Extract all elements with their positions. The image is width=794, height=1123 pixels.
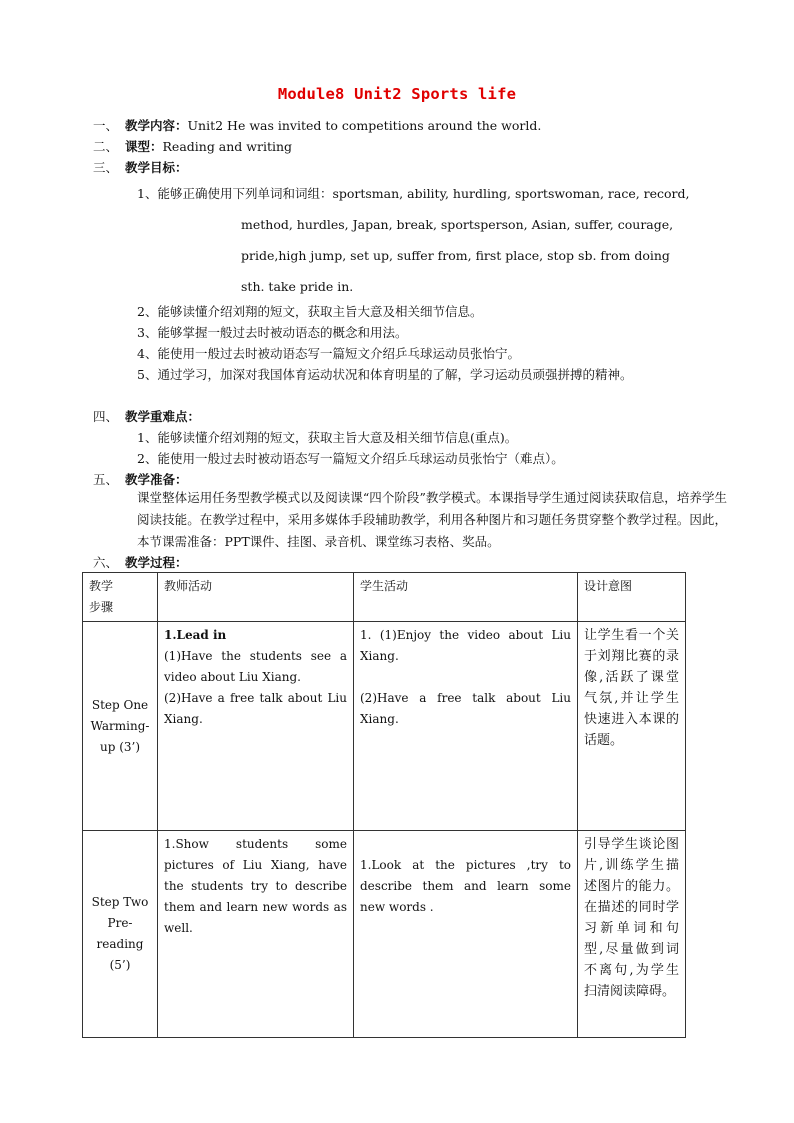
- section-5: [93, 472, 188, 488]
- step-one-student-cell: [354, 622, 578, 831]
- section-1-text: Unit2 He was invited to competitions around the world.: [187, 118, 542, 133]
- step-two-line-3: reading: [96, 937, 144, 951]
- step-one-teacher-title: 1.Lead in: [164, 628, 227, 642]
- table-row: [83, 831, 686, 1038]
- section-5-label: 教学准备：: [125, 472, 188, 487]
- key-point-1: 1、能够读懂介绍刘翔的短文，获取主旨大意及相关细节信息(重点)。: [137, 430, 518, 445]
- page-title: Module8 Unit2 Sports life: [277, 85, 517, 103]
- key-point-2: 2、能使用一般过去时被动语态写一篇短文介绍乒乓球运动员张怡宁（难点）。: [137, 451, 564, 466]
- teaching-process-table: [82, 572, 686, 1038]
- header-step: [83, 573, 158, 622]
- objective-5: 5、通过学习，加深对我国体育运动状况和体育明星的了解，学习运动员顽强拼搏的精神。: [137, 367, 633, 382]
- step-one-student-p2: (2)Have a free talk about Liu Xiang.: [360, 691, 571, 726]
- objective-2: 2、能够读懂介绍刘翔的短文，获取主旨大意及相关细节信息。: [137, 304, 483, 319]
- step-two-cell: [83, 831, 158, 1038]
- header-step-line-2: 步骤: [89, 600, 114, 614]
- section-2-label: 课型：: [125, 139, 163, 154]
- section-6-number: 六、: [93, 555, 119, 570]
- objective-3: 3、能够掌握一般过去时被动语态的概念和用法。: [137, 325, 408, 340]
- step-two-student-cell: [354, 831, 578, 1038]
- table-row: [83, 622, 686, 831]
- section-2-number: 二、: [93, 139, 119, 154]
- objective-1-line-4: sth. take pride in.: [241, 279, 354, 294]
- section-2: [93, 139, 292, 155]
- section-6: [93, 555, 188, 571]
- step-one-line-1: Step One: [91, 697, 149, 712]
- objective-1-line-2: method, hurdles, Japan, break, sportsperson, Asian, suffer, courage,: [241, 217, 674, 232]
- step-two-line-4: (5’): [109, 958, 131, 972]
- header-step-line-1: 教学: [89, 579, 114, 593]
- table-header-row: [83, 573, 686, 622]
- step-two-line-1: Step Two: [91, 895, 149, 909]
- step-two-teacher-cell: 1.Show students some pictures of Liu Xiang, have the students try to describe them and learn new words as well.: [158, 831, 354, 1038]
- header-student-activity: 学生活动: [354, 573, 578, 622]
- section-6-label: 教学过程：: [125, 555, 188, 570]
- step-one-line-3: up (3’): [99, 739, 141, 754]
- section-3: [93, 160, 188, 176]
- section-4-label: 教学重难点：: [125, 409, 201, 424]
- preparation-paragraph: 课堂整体运用任务型教学模式以及阅读课“四个阶段”教学模式。本课指导学生通过阅读获取信息，培养学生阅读技能。在教学过程中，采用多媒体手段辅助教学，利用各种图片和习题任务贯穿整个教学过程。因此，本节课需准备：PPT课件、挂图、录音机、课堂练习表格、奖品。: [137, 490, 727, 549]
- step-one-teacher-p1: (1)Have the students see a video about Liu Xiang.: [164, 649, 347, 684]
- section-1-number: 一、: [93, 118, 119, 133]
- step-two-intent-cell: 引导学生谈论图片,训练学生描述图片的能力。在描述的同时学习新单词和句型,尽量做到词不离句,为学生扫清阅读障碍。: [578, 831, 686, 1038]
- step-one-teacher-p2: (2)Have a free talk about Liu Xiang.: [164, 691, 347, 726]
- section-1-label: 教学内容：: [125, 118, 188, 133]
- header-design-intent: 设计意图: [578, 573, 686, 622]
- section-5-number: 五、: [93, 472, 119, 487]
- step-two-student-p1: 1.Look at the pictures ,try to describe them and learn some new words .: [360, 858, 571, 914]
- objective-4: 4、能使用一般过去时被动语态写一篇短文介绍乒乓球运动员张怡宁。: [137, 346, 520, 361]
- step-one-intent-cell: 让学生看一个关于刘翔比赛的录像,活跃了课堂气氛,并让学生快速进入本课的话题。: [578, 622, 686, 831]
- step-one-teacher-cell: [158, 622, 354, 831]
- step-one-student-p1: 1. (1)Enjoy the video about Liu Xiang.: [360, 628, 571, 663]
- section-1: [93, 118, 541, 134]
- step-one-cell: [83, 622, 158, 831]
- section-2-text: Reading and writing: [162, 139, 293, 154]
- section-3-number: 三、: [93, 160, 119, 175]
- objective-1-line-3: pride,high jump, set up, suffer from, first place, stop sb. from doing: [241, 248, 670, 263]
- objective-1-line-1: 1、能够正确使用下列单词和词组：sportsman, ability, hurdling, sportswoman, race, record,: [137, 186, 690, 201]
- section-4-number: 四、: [93, 409, 119, 424]
- step-one-line-2: Warming-: [90, 718, 150, 733]
- header-teacher-activity: 教师活动: [158, 573, 354, 622]
- step-two-line-2: Pre-: [107, 916, 133, 930]
- section-4: [93, 409, 200, 425]
- section-3-label: 教学目标：: [125, 160, 188, 175]
